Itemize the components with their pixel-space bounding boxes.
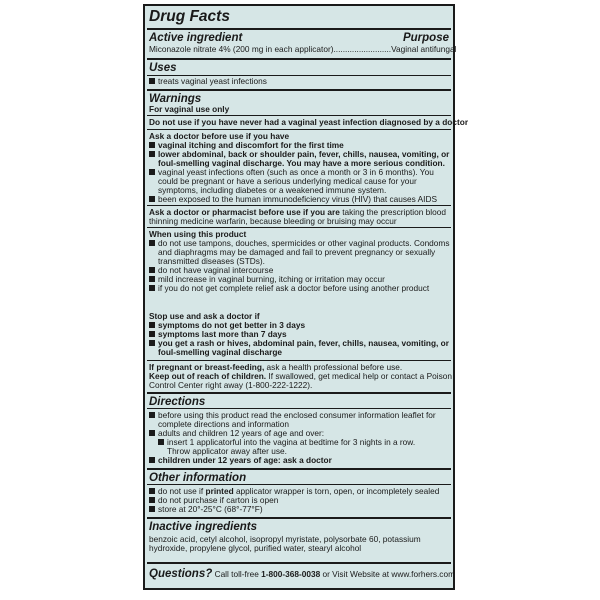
uses-item: treats vaginal yeast infections	[149, 77, 449, 86]
purpose-heading: Purpose	[402, 32, 449, 44]
list-item: do not use tampons, douches, spermicides or other vaginal products. Condoms	[149, 239, 449, 248]
list-item: if you do not get complete relief ask a doctor before using another product	[149, 284, 449, 293]
list-item: insert 1 applicatorful into the vagina at bedtime for 3 nights in a row.	[149, 438, 449, 447]
phone-number: 1-800-368-0038	[261, 569, 321, 579]
poison-control-line: Control Center right away (1-800-222-1222).	[149, 380, 313, 390]
list-item: children under 12 years of age: ask a doctor	[149, 456, 449, 465]
bullet-icon	[149, 430, 155, 436]
pharmacist-warning: Ask a doctor or pharmacist before use if you are taking the prescription blood	[149, 207, 446, 217]
list-item-continued: could be pregnant or have a serious underlying medical cause for your	[158, 176, 417, 186]
divider	[147, 484, 451, 485]
list-item: symptoms last more than 7 days	[149, 330, 449, 339]
list-item-continued: foul-smelling vaginal discharge	[158, 347, 283, 357]
list-item-continued: transmitted diseases (STDs).	[158, 256, 265, 266]
divider	[147, 562, 451, 564]
bullet-icon	[149, 488, 155, 494]
list-item: you get a rash or hives, abdominal pain, fever, chills, nausea, vomiting, or	[149, 339, 449, 348]
ask-doctor-heading: Ask a doctor before use if you have	[149, 131, 290, 141]
bullet-icon	[149, 322, 155, 328]
stop-use-heading: Stop use and ask a doctor if	[149, 311, 260, 321]
list-item-continued: and diaphragms may be damaged and fail to prevent pregnancy or sexually	[158, 247, 436, 257]
bullet-icon	[149, 506, 155, 512]
list-item-continued: foul-smelling vaginal discharge. You may have a more serious condition.	[158, 158, 445, 168]
list-item: do not purchase if carton is open	[149, 496, 449, 505]
divider	[147, 129, 451, 130]
bullet-icon	[158, 439, 164, 445]
bullet-icon	[149, 497, 155, 503]
active-heading: Active ingredient	[149, 32, 243, 44]
vaginal-use-only: For vaginal use only	[149, 104, 230, 114]
list-item: before using this product read the enclosed consumer information leaflet for	[149, 411, 449, 420]
directions-heading: Directions	[149, 396, 206, 408]
divider	[147, 205, 451, 206]
bullet-icon	[149, 151, 155, 157]
bullet-icon	[149, 457, 155, 463]
divider	[147, 360, 451, 361]
uses-heading: Uses	[149, 62, 177, 74]
divider	[147, 89, 451, 91]
inactive-line2: hydroxide, propylene glycol, purified water, stearyl alcohol	[149, 543, 362, 553]
list-item: do not have vaginal intercourse	[149, 266, 449, 275]
divider	[147, 392, 451, 394]
list-item-continued: complete directions and information	[158, 419, 289, 429]
pharmacist-warning-line2: thinning medicine warfarin, because bleeding or bruising may occur	[149, 216, 397, 226]
other-info-heading: Other information	[149, 472, 247, 484]
bullet-icon	[149, 340, 155, 346]
divider	[147, 28, 451, 30]
questions-heading: Questions?	[149, 568, 213, 580]
inactive-heading: Inactive ingredients	[149, 521, 258, 533]
active-line	[149, 44, 457, 54]
bullet-icon	[149, 331, 155, 337]
inactive-line1: benzoic acid, cetyl alcohol, isopropyl myristate, polysorbate 60, potassium	[149, 534, 421, 544]
list-item: been exposed to the human immunodeficiency virus (HIV) that causes AIDS	[149, 195, 449, 204]
divider	[147, 517, 451, 519]
list-item-continued: Throw applicator away after use.	[167, 446, 287, 456]
children-warning: Keep out of reach of children. If swallowed, get medical help or contact a Poison	[149, 371, 452, 381]
bullet-icon	[149, 78, 155, 84]
list-item: adults and children 12 years of age and over:	[149, 429, 449, 438]
bullet-icon	[149, 276, 155, 282]
active-ingredient-text: Miconazole nitrate 4% (200 mg in each applicator).........................	[149, 44, 392, 54]
warnings-heading: Warnings	[149, 93, 202, 105]
list-item: do not use if printed applicator wrapper is torn, open, or incompletely sealed	[149, 487, 449, 496]
divider	[147, 408, 451, 409]
questions-line: Questions? Call toll-free 1-800-368-0038 or Visit Website at www.forhers.com	[149, 568, 455, 580]
bullet-icon	[149, 169, 155, 175]
do-not-use: Do not use if you have never had a vaginal yeast infection diagnosed by a doctor	[149, 117, 469, 127]
list-item-continued: symptoms, including diabetes or a weakened immune system.	[158, 185, 387, 195]
divider	[147, 58, 451, 60]
purpose-text: Vaginal antifungal	[391, 44, 457, 54]
list-item: store at 20°-25°C (68°-77°F)	[149, 505, 449, 514]
active-ingredient-section	[149, 32, 449, 44]
list-item: lower abdominal, back or shoulder pain, fever, chills, nausea, vomiting, or	[149, 150, 449, 159]
when-using-heading: When using this product	[149, 229, 247, 239]
bullet-icon	[149, 196, 155, 202]
divider	[147, 468, 451, 470]
bullet-icon	[149, 142, 155, 148]
bullet-icon	[149, 240, 155, 246]
drug-facts-title: Drug Facts	[149, 8, 230, 25]
bullet-icon	[149, 412, 155, 418]
list-item: symptoms do not get better in 3 days	[149, 321, 449, 330]
list-item: vaginal yeast infections often (such as once a month or 3 in 6 months). You	[149, 168, 449, 177]
list-item: vaginal itching and discomfort for the first time	[149, 141, 449, 150]
list-item: mild increase in vaginal burning, itching or irritation may occur	[149, 275, 449, 284]
bullet-icon	[149, 267, 155, 273]
divider	[147, 115, 451, 116]
bullet-icon	[149, 285, 155, 291]
pregnancy-warning: If pregnant or breast-feeding, ask a health professional before use.	[149, 362, 403, 372]
divider	[147, 227, 451, 228]
drug-facts-panel	[143, 4, 469, 590]
